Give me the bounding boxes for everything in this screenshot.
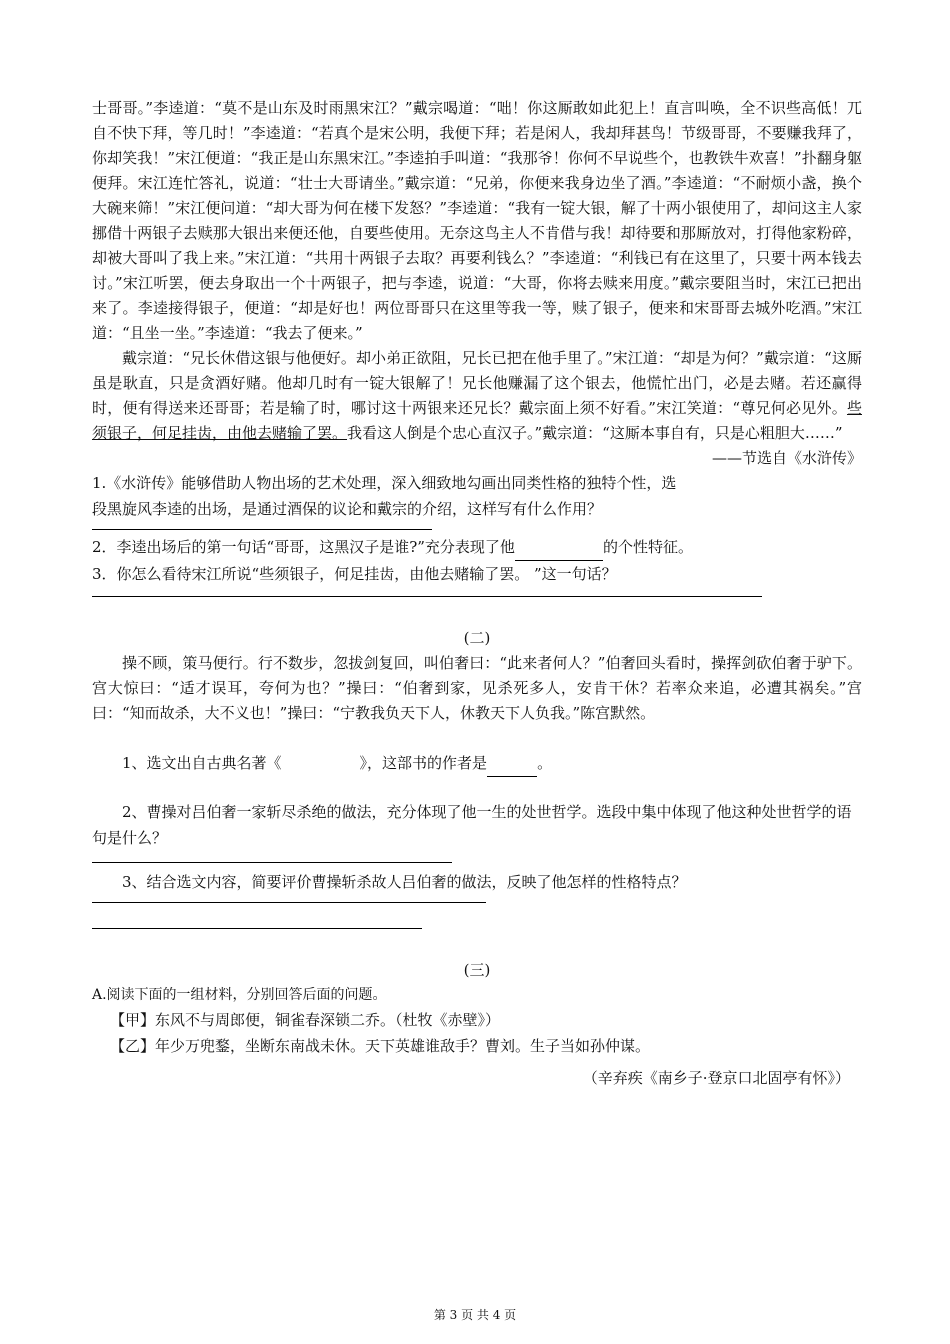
question-text: 》，这部书的作者是 <box>359 754 488 772</box>
section-2-passage: 操不顾，策马便行。行不数步，忽拔剑复回，叫伯奢曰：“此来者何人？”伯奢回头看时，操挥剑砍伯奢于驴下。宫大惊曰：“适才误耳，夸何为也？”操曰：“伯奢到家，见杀死多人，安肯干休？若率众来追，必遭其祸矣。”宫曰：“知而故杀，大不义也！”操曰：“宁教我负天下人，休教天下人负我。”陈宫默然。 <box>92 654 862 722</box>
question-text: 的个性特征。 <box>602 538 693 556</box>
question-text: 2．李逵出场后的第一句话“哥哥，这黑汉子是谁?”充分表现了他 <box>92 538 515 556</box>
question-2-1 <box>92 750 862 777</box>
book-title-blank[interactable] <box>282 750 360 776</box>
question-text: 。 <box>537 754 553 772</box>
fill-blank[interactable] <box>515 534 603 561</box>
material-jia: 【甲】东风不与周郎便，铜雀春深锁二乔。（杜牧《赤壁》） <box>110 1011 501 1029</box>
question-1-3: 3．你怎么看待宋江所说“些须银子，何足挂齿，由他去赌输了罢。 ”这一句话？ <box>92 565 617 583</box>
page-footer: 第 3 页 共 4 页 <box>433 1308 517 1322</box>
question-1-1: 1.《水浒传》能够借助人物出场的艺术处理，深入细致地勾画出同类性格的独特个性，选段黑旋风李逵的出场，是通过酒保的议论和戴宗的介绍，这样写有什么作用？ <box>92 474 677 518</box>
question-1-2 <box>92 534 862 561</box>
material-yi: 【乙】年少万兜鍪，坐断东南战未休。天下英雄谁敌手？曹刘。生子当如孙仲谋。 <box>110 1037 651 1055</box>
question-2-2: 2、曹操对吕伯奢一家斩尽杀绝的做法，充分体现了他一生的处世哲学。选段中集中体现了他这种处世哲学的语句是什么？ <box>92 803 852 847</box>
author-blank[interactable] <box>487 750 537 777</box>
passage-text: 我看这人倒是个忠心直汉子。”戴宗道：“这厮本事自有，只是心粗胆大……” <box>347 424 843 442</box>
answer-line[interactable] <box>92 901 486 903</box>
underlined-quote: 些须银子，何足挂齿，由他去赌输了罢。 <box>92 399 862 442</box>
answer-line[interactable] <box>92 927 422 929</box>
material-yi-source: （辛弃疾《南乡子·登京口北固亭有怀》） <box>582 1069 850 1087</box>
section-3-intro: A.阅读下面的一组材料，分别回答后面的问题。 <box>92 987 387 1003</box>
answer-line[interactable] <box>92 595 762 597</box>
section-title-2: (二) <box>463 629 491 647</box>
section-title-3: (三) <box>463 961 491 979</box>
question-2-3: 3、结合选文内容，简要评价曹操斩杀故人吕伯奢的做法，反映了他怎样的性格特点？ <box>122 873 687 891</box>
question-text: 1、选文出自古典名著《 <box>122 754 282 772</box>
answer-line[interactable] <box>92 528 432 530</box>
exam-page <box>92 96 862 1091</box>
passage-text: 戴宗道：“兄长休借这银与他便好。却小弟正欲阻，兄长已把在他手里了。”宋江道：“却是为何？”戴宗道：“这厮虽是耿直，只是贪酒好赌。他却几时有一锭大银解了！兄长他赚漏了这个银去，他慌忙出门，必是去赌。若还赢得时，便有得送来还哥哥；若是输了时，哪讨这十两银来还兄长？戴宗面上须不好看。”宋江笑道：“尊兄何必见外。 <box>92 349 862 417</box>
answer-line[interactable] <box>92 861 452 863</box>
passage-paragraph-1: 士哥哥。”李逵道：“莫不是山东及时雨黑宋江？”戴宗喝道：“咄！你这厮敢如此犯上！直言叫唤，全不识些高低！兀自不快下拜，等几时！”李逵道：“若真个是宋公明，我便下拜；若是闲人，我却拜甚鸟！节级哥哥，不要赚我拜了，你却笑我！”宋江便道：“我正是山东黑宋江。”李逵拍手叫道：“我那爷！你何不早说些个，也教铁牛欢喜！”扑翻身躯便拜。宋江连忙答礼，说道：“壮士大哥请坐。”戴宗道：“兄弟，你便来我身边坐了酒。”李逵道：“不耐烦小盏，换个大碗来筛！”宋江便问道：“却大哥为何在楼下发怒？”李逵道：“我有一锭大银，解了十两小银使用了，却问这主人家挪借十两银子去赎那大银出来便还他，自要些使用。无奈这鸟主人不肯借与我！却待要和那厮放对，打得他家粉碎，却被大哥叫了我上来。”宋江道：“共用十两银子去取？再要利钱么？”李逵道：“利钱已有在这里了，只要十两本钱去讨。”宋江听罢，便去身取出一个十两银子，把与李逵，说道：“大哥，你将去赎来用度。”戴宗要阻当时，宋江已把出来了。李逵接得银子，便道：“却是好也！两位哥哥只在这里等我一等，赎了银子，便来和宋哥哥去城外吃酒。”宋江道：“且坐一坐。”李逵道：“我去了便来。” <box>92 99 862 342</box>
passage-paragraph-2 <box>92 346 862 467</box>
passage-source: ——节选自《水浒传》 <box>711 449 862 467</box>
